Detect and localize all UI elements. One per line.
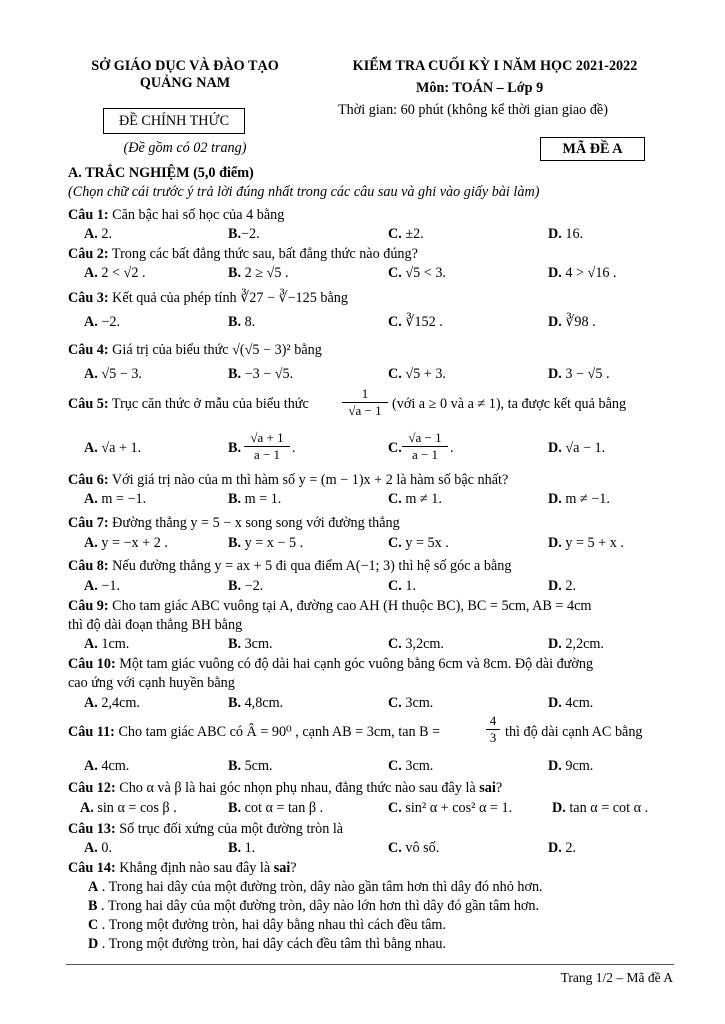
q1-option-b: B.−2. <box>228 226 260 242</box>
q11-frac-num: 4 <box>489 713 497 728</box>
section-title: A. TRẮC NGHIỆM (5,0 điểm) <box>68 165 254 181</box>
q14-option-b: B . Trong hai dây của một đường tròn, dây nào lớn hơn thì dây đó gần tâm hơn. <box>88 898 540 914</box>
q10-option-c: C. 3cm. <box>388 695 434 711</box>
q11-option-b: B. 5cm. <box>228 758 273 774</box>
official-stamp-text: ĐỀ CHÍNH THỨC <box>118 113 230 129</box>
q3-option-b: B. 8. <box>228 314 256 330</box>
q7-option-d: D. y = 5 + x . <box>548 535 624 551</box>
subject: Môn: TOÁN – Lớp 9 <box>416 80 544 96</box>
q11-frac-den: 3 <box>486 729 500 746</box>
q5-option-c-frac: √a − 1 a − 1 <box>402 430 448 463</box>
q5-option-b-frac: √a + 1 a − 1 <box>244 430 290 463</box>
question-3: Câu 3: Kết quả của phép tính ∛27 − ∛−125 bằng <box>68 290 348 306</box>
q3-option-d: D. ∛98 . <box>548 314 596 330</box>
q13-option-a: A. 0. <box>84 840 112 856</box>
q1-option-d: D. 16. <box>548 226 584 242</box>
question-10: Câu 10: Một tam giác vuông có độ dài hai cạnh góc vuông bằng 6cm và 8cm. Độ dài đường <box>68 656 594 672</box>
official-stamp <box>103 108 245 134</box>
section-instruction: (Chọn chữ cái trước ý trả lời đúng nhất trong các câu sau và ghi vào giấy bài làm) <box>68 184 540 200</box>
q11-fraction <box>486 713 500 746</box>
q5-option-d: D. √a − 1. <box>548 440 606 456</box>
q12-option-b: B. cot α = tan β . <box>228 800 324 816</box>
exam-title: KIỂM TRA CUỐI KỲ I NĂM HỌC 2021-2022 <box>352 58 638 74</box>
q5-option-c: C. <box>388 440 402 456</box>
question-9: Câu 9: Cho tam giác ABC vuông tại A, đường cao AH (H thuộc BC), BC = 5cm, AB = 4cm <box>68 598 592 614</box>
q4-option-b: B. −3 − √5. <box>228 366 294 382</box>
time-limit: Thời gian: 60 phút (không kể thời gian giao đề) <box>338 102 608 118</box>
province-name: QUẢNG NAM <box>139 75 231 91</box>
question-5: Câu 5: Trục căn thức ở mẫu của biểu thức <box>68 396 309 412</box>
question-2: Câu 2: Trong các bất đẳng thức sau, bất đẳng thức nào đúng? <box>68 246 418 262</box>
exam-code-box <box>540 137 645 161</box>
q8-option-b: B. −2. <box>228 578 264 594</box>
footer-divider <box>66 964 674 965</box>
question-1: Câu 1: Căn bậc hai số học của 4 bằng <box>68 207 285 223</box>
q4-option-d: D. 3 − √5 . <box>548 366 610 382</box>
dept-name: SỞ GIÁO DỤC VÀ ĐÀO TẠO <box>91 58 279 74</box>
q12-option-a: A. sin α = cos β . <box>80 800 177 816</box>
page-footer: Trang 1/2 – Mã đề A <box>560 970 673 985</box>
q5-option-b: B. <box>228 440 242 456</box>
q6-option-d: D. m ≠ −1. <box>548 491 610 507</box>
q9-option-d: D. 2,2cm. <box>548 636 604 652</box>
q11-option-d: D. 9cm. <box>548 758 594 774</box>
question-14: Câu 14: Khẳng định nào sau đây là sai? <box>68 860 297 876</box>
q5-option-a: A. √a + 1. <box>84 440 142 456</box>
q14-option-a: A . Trong hai dây của một đường tròn, dây nào gần tâm hơn thì dây đó nhỏ hơn. <box>88 879 543 895</box>
q6-option-c: C. m ≠ 1. <box>388 491 442 507</box>
question-6: Câu 6: Với giá trị nào của m thì hàm số y = (m − 1)x + 2 là hàm số bậc nhất? <box>68 472 509 488</box>
q5-frac-den: √a − 1 <box>342 402 388 419</box>
question-10-line2: cao ứng với cạnh huyền bằng <box>68 675 235 691</box>
question-12: Câu 12: Cho α và β là hai góc nhọn phụ nhau, đẳng thức nào sau đây là sai? <box>68 780 503 796</box>
q1-option-a: A. 2. <box>84 226 112 242</box>
q13-option-b: B. 1. <box>228 840 256 856</box>
q7-option-b: B. y = x − 5 . <box>228 535 304 551</box>
q2-option-d: D. 4 > √16 . <box>548 265 617 281</box>
q2-option-b: B. 2 ≥ √5 . <box>228 265 289 281</box>
q10-option-d: D. 4cm. <box>548 695 594 711</box>
q11-text-end: thì độ dài cạnh AC bằng <box>505 724 643 740</box>
pages-note: (Đề gồm có 02 trang) <box>123 140 247 156</box>
q11-option-a: A. 4cm. <box>84 758 130 774</box>
q4-option-a: A. √5 − 3. <box>84 366 142 382</box>
question-7: Câu 7: Đường thẳng y = 5 − x song song với đường thẳng <box>68 515 400 531</box>
q11-option-c: C. 3cm. <box>388 758 434 774</box>
q3-option-a: A. −2. <box>84 314 120 330</box>
q12-option-d: D. tan α = cot α . <box>552 800 649 816</box>
q9-option-b: B. 3cm. <box>228 636 273 652</box>
q3-option-c: C. ∛152 . <box>388 314 443 330</box>
q7-option-a: A. y = −x + 2 . <box>84 535 168 551</box>
exam-code-text: MÃ ĐỀ A <box>562 141 623 157</box>
q4-option-c: C. √5 + 3. <box>388 366 446 382</box>
q8-option-d: D. 2. <box>548 578 576 594</box>
q8-option-c: C. 1. <box>388 578 416 594</box>
question-9-line2: thì độ dài đoạn thẳng BH bằng <box>68 617 243 633</box>
q12-option-c: C. sin² α + cos² α = 1. <box>388 800 513 816</box>
q1-option-c: C. ±2. <box>388 226 424 242</box>
question-11: Câu 11: Cho tam giác ABC có Â = 90⁰ , cạnh AB = 3cm, tan B = <box>68 724 441 740</box>
q14-option-d: D . Trong một đường tròn, hai dây cách đều tâm thì bằng nhau. <box>88 936 447 952</box>
q7-option-c: C. y = 5x . <box>388 535 449 551</box>
q9-option-a: A. 1cm. <box>84 636 130 652</box>
q5-condition: (với a ≥ 0 và a ≠ 1), ta được kết quả bằng <box>392 396 627 412</box>
q2-option-c: C. √5 < 3. <box>388 265 446 281</box>
q8-option-a: A. −1. <box>84 578 120 594</box>
q13-option-d: D. 2. <box>548 840 576 856</box>
q10-option-b: B. 4,8cm. <box>228 695 284 711</box>
question-13: Câu 13: Số trục đối xứng của một đường tròn là <box>68 821 344 837</box>
q5-fraction <box>342 386 388 419</box>
q5-frac-num: 1 <box>361 386 369 401</box>
q2-option-a: A. 2 < √2 . <box>84 265 146 281</box>
question-8: Câu 8: Nếu đường thẳng y = ax + 5 đi qua điểm A(−1; 3) thì hệ số góc a bằng <box>68 558 512 574</box>
q13-option-c: C. vô số. <box>388 840 440 856</box>
q6-option-a: A. m = −1. <box>84 491 147 507</box>
q6-option-b: B. m = 1. <box>228 491 282 507</box>
q14-option-c: C . Trong một đường tròn, hai dây bằng nhau thì cách đều tâm. <box>88 917 447 933</box>
question-4: Câu 4: Giá trị của biểu thức √(√5 − 3)² bằng <box>68 342 322 358</box>
q10-option-a: A. 2,4cm. <box>84 695 140 711</box>
q9-option-c: C. 3,2cm. <box>388 636 444 652</box>
